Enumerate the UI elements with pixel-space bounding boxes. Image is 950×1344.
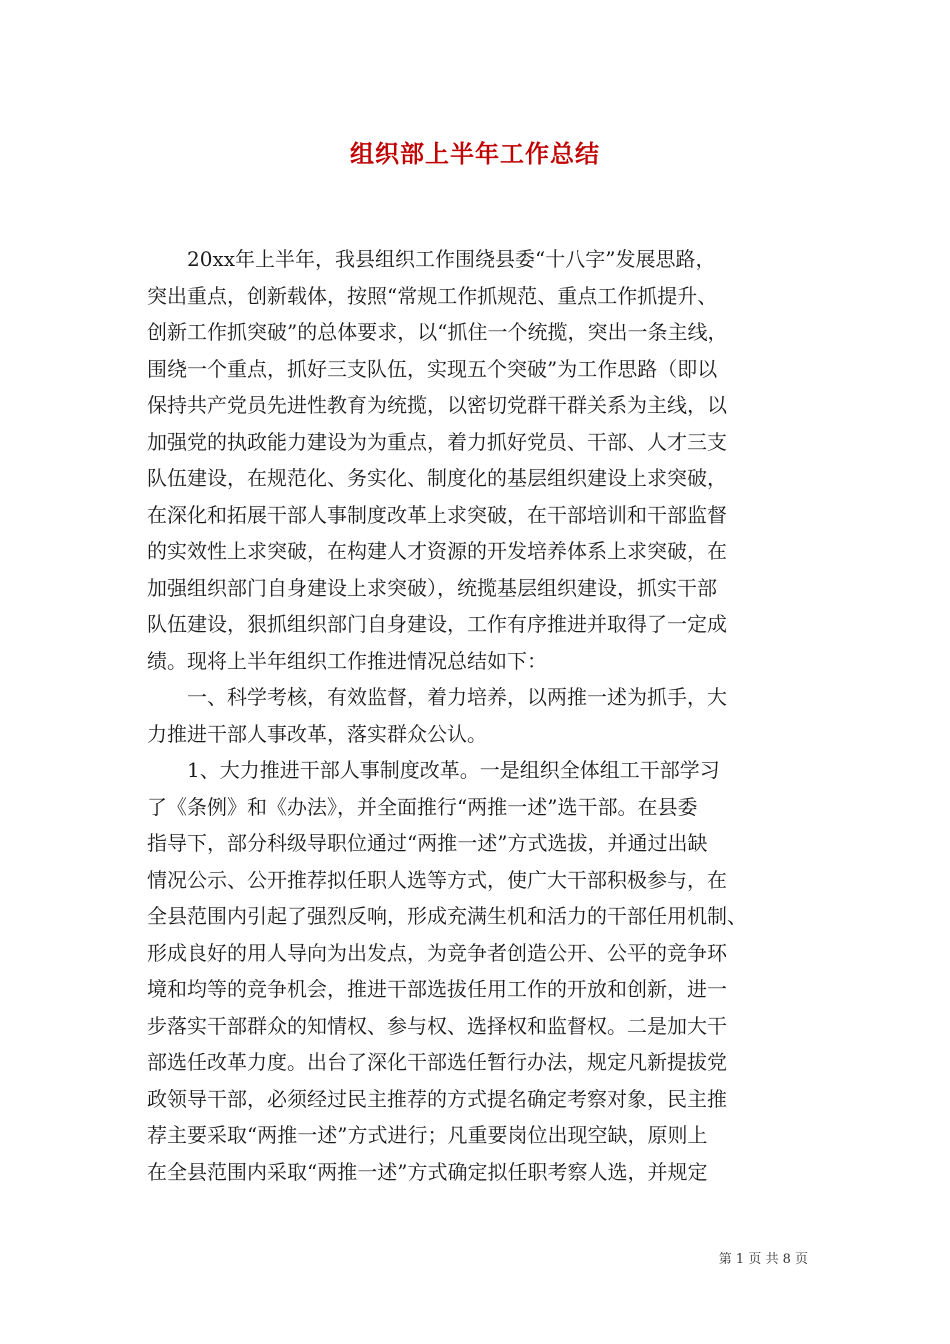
body-line: 加强组织部门自身建设上求突破），统揽基层组织建设，抓实干部 xyxy=(147,575,717,600)
body-line: 保持共产党员先进性教育为统揽，以密切党群干群关系为主线，以 xyxy=(147,393,727,417)
body-line: 情况公示、公开推荐拟任职人选等方式，使广大干部积极参与，在 xyxy=(147,867,727,892)
body-line: 绩。现将上半年组织工作推进情况总结如下： xyxy=(147,648,547,673)
body-line: 在深化和拓展干部人事制度改革上求突破，在干部培训和干部监督 xyxy=(147,502,727,527)
body-line: 一、科学考核，有效监督，着力培养，以两推一述为抓手，大 xyxy=(147,685,727,709)
body-line: 队伍建设，狠抓组织部门自身建设，工作有序推进并取得了一定成 xyxy=(147,612,727,636)
page-footer: 第 1 页 共 8 页 xyxy=(718,1252,808,1267)
body-line: 1、大力推进干部人事制度改革。一是组织全体组工干部学习 xyxy=(147,758,720,782)
body-line: 部选任改革力度。出台了深化干部选任暂行办法，规定凡新提拔党 xyxy=(147,1050,727,1074)
body-line: 20xx年上半年，我县组织工作围绕县委“十八字”发展思路， xyxy=(147,247,716,271)
body-line: 荐主要采取“两推一述”方式进行；凡重要岗位出现空缺，原则上 xyxy=(147,1123,708,1147)
body-line: 政领导干部，必须经过民主推荐的方式提名确定考察对象，民主推 xyxy=(147,1086,727,1111)
body-line: 形成良好的用人导向为出发点，为竞争者创造公开、公平的竞争环 xyxy=(147,940,727,965)
body-line: 突出重点，创新载体，按照“常规工作抓规范、重点工作抓提升、 xyxy=(147,283,718,308)
body-line: 加强党的执政能力建设为为重点，着力抓好党员、干部、人才三支 xyxy=(147,429,727,454)
body-line: 在全县范围内采取“两推一述”方式确定拟任职考察人选，并规定 xyxy=(147,1159,708,1184)
body-line: 指导下，部分科级导职位通过“两推一述”方式选拔，并通过出缺 xyxy=(147,831,708,855)
document-body xyxy=(147,241,807,1190)
body-line: 围绕一个重点，抓好三支队伍，实现五个突破”为工作思路（即以 xyxy=(147,356,718,381)
body-line: 创新工作抓突破”的总体要求，以“抓住一个统揽，突出一条主线， xyxy=(147,320,728,344)
body-line: 境和均等的竞争机会，推进干部选拔任用工作的开放和创新，进一 xyxy=(147,977,727,1001)
body-line: 队伍建设，在规范化、务实化、制度化的基层组织建设上求突破， xyxy=(147,466,727,490)
body-line: 的实效性上求突破，在构建人才资源的开发培养体系上求突破，在 xyxy=(147,539,727,563)
body-line: 步落实干部群众的知情权、参与权、选择权和监督权。二是加大干 xyxy=(147,1013,727,1038)
document-title: 组织部上半年工作总结 xyxy=(350,139,600,168)
body-line: 了《条例》和《办法》，并全面推行“两推一述”选干部。在县委 xyxy=(147,794,698,819)
body-line: 全县范围内引起了强烈反响，形成充满生机和活力的干部任用机制、 xyxy=(147,904,747,928)
body-line: 力推进干部人事改革，落实群众公认。 xyxy=(147,721,487,746)
